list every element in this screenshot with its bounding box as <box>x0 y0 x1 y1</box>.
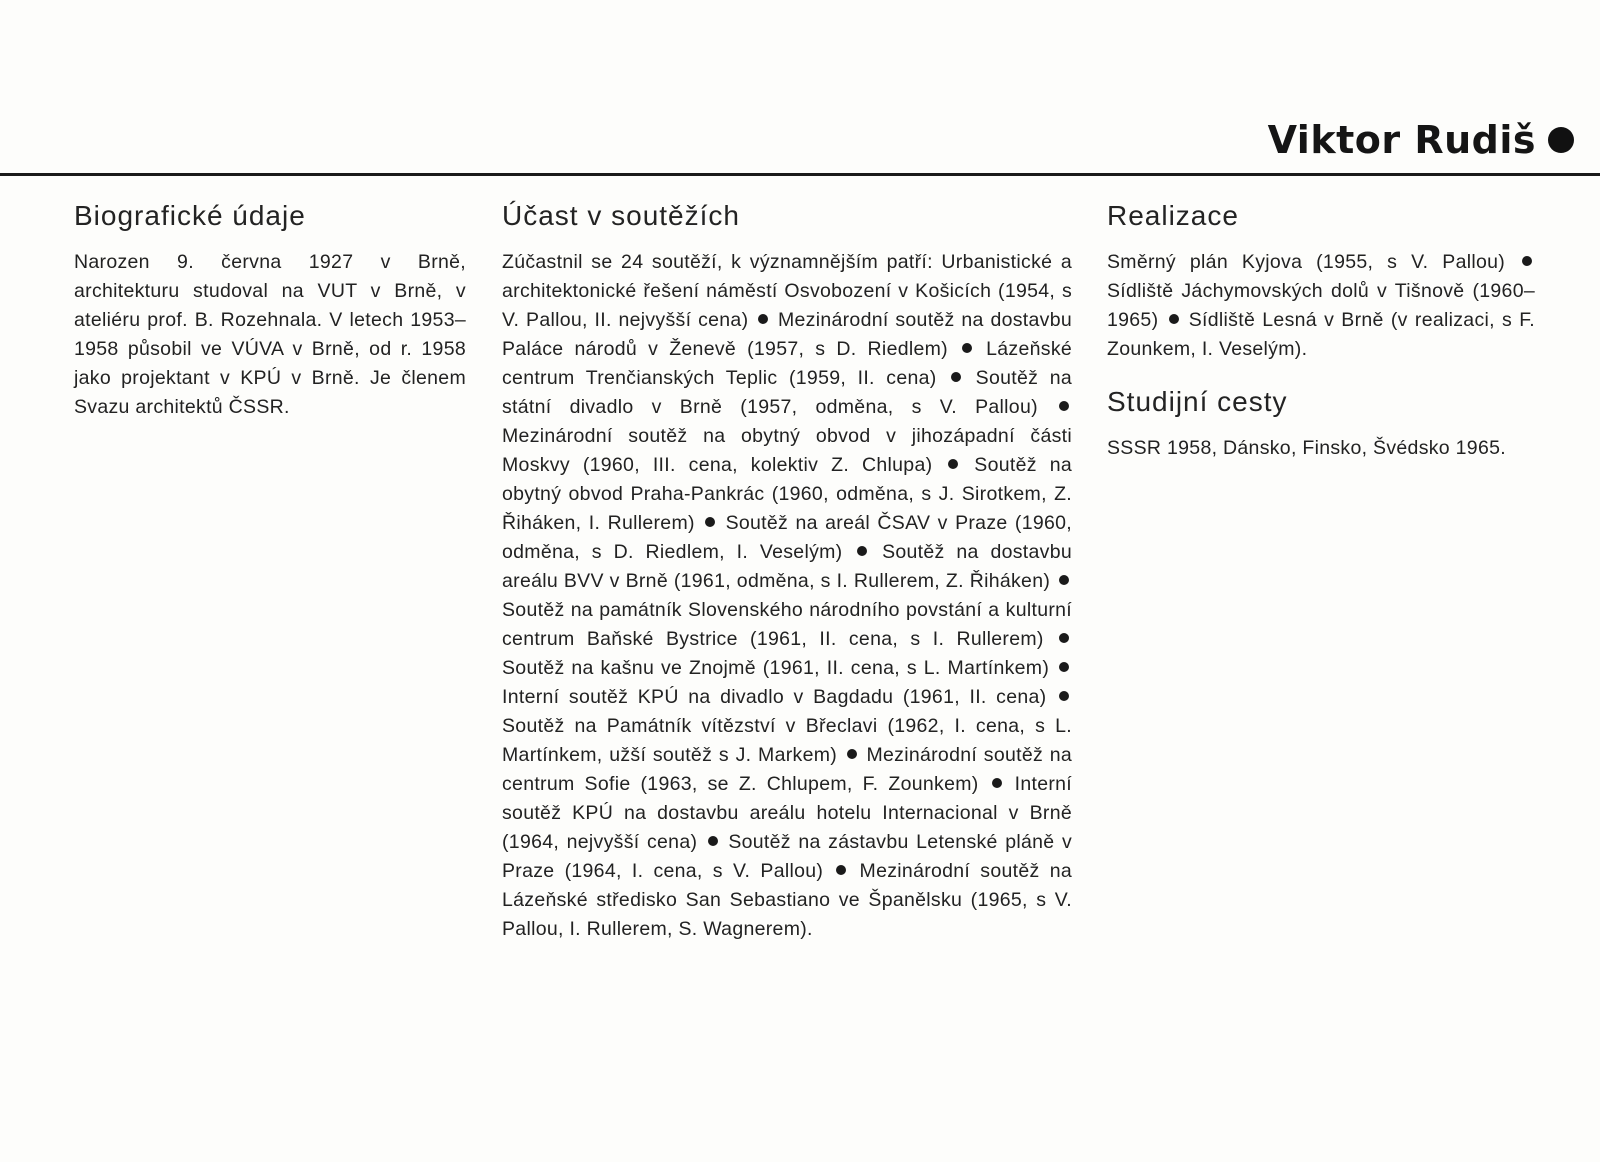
study-trips-heading: Studijní cesty <box>1107 386 1288 417</box>
bullet-icon <box>1059 691 1069 701</box>
bullet-icon <box>1522 256 1532 266</box>
competition-item: Mezinárodní soutěž na dostavbu Paláce národů v Ženevě (1957, s D. Riedlem) <box>502 309 1073 360</box>
bullet-icon <box>1059 662 1069 672</box>
bullet-icon <box>948 459 958 469</box>
study-trips-text: SSSR 1958, Dánsko, Finsko, Švédsko 1965. <box>1107 437 1506 459</box>
competition-item: Soutěž na státní divadlo v Brně (1957, odměna, s V. Pallou) <box>502 367 1073 418</box>
competition-item: Soutěž na dostavbu areálu BVV v Brně (1961, odměna, s I. Rullerem, Z. Řiháken) <box>502 541 1073 592</box>
bullet-icon <box>1059 401 1069 411</box>
competition-item: Soutěž na obytný obvod Praha-Pankrác (1960, odměna, s J. Sirotkem, Z. Řiháken, I. Rullerem) <box>502 454 1072 534</box>
competition-item: Soutěž na památník Slovenského národního povstání a kulturní centrum Baňské Bystrice (1961, II. cena, s I. Rullerem) <box>502 599 1072 650</box>
competition-item: Lázeňské centrum Trenčianských Teplic (1959, II. cena) <box>502 338 1073 389</box>
author-name-text: Viktor Rudiš <box>1267 118 1536 162</box>
biography-section <box>74 200 466 422</box>
bullet-icon <box>857 546 867 556</box>
bullet-icon <box>1169 314 1179 324</box>
realization-item: Sídliště Jáchymovských dolů v Tišnově (1960–1965) <box>1107 280 1535 331</box>
competitions-intro: Zúčastnil se 24 soutěží, k významnějším patří: <box>502 251 933 273</box>
competition-item: Interní soutěž KPÚ na divadlo v Bagdadu (1961, II. cena) <box>502 686 1047 708</box>
competition-item: Soutěž na Památník vítězství v Břeclavi (1962, I. cena, s L. Martínkem, užší soutěž s J. Markem) <box>502 715 1072 766</box>
bullet-icon <box>758 314 768 324</box>
bullet-icon <box>992 778 1002 788</box>
bullet-icon <box>1059 575 1069 585</box>
realization-item: Sídliště Lesná v Brně (v realizaci, s F. Zounkem, I. Veselým). <box>1107 309 1536 360</box>
header-rule <box>0 173 1600 176</box>
competition-item: Soutěž na kašnu ve Znojmě (1961, II. cena, s L. Martínkem) <box>502 657 1050 679</box>
competition-item: Mezinárodní soutěž na Lázeňské středisko San Sebastiano ve Španělsku (1965, s V. Pallou, I. Rullerem, S. Wagnerem). <box>502 860 1073 940</box>
bullet-icon <box>708 836 718 846</box>
competition-item: Mezinárodní soutěž na centrum Sofie (1963, se Z. Chlupem, F. Zounkem) <box>502 744 1073 795</box>
bullet-dot-icon <box>1548 127 1574 153</box>
bullet-icon <box>836 865 846 875</box>
realizations-heading: Realizace <box>1107 200 1239 231</box>
realizations-section <box>1107 200 1535 463</box>
competition-item: Urbanistické a architektonické řešení náměstí Osvobození v Košicích (1954, s V. Pallou, II. nejvyšší cena) <box>502 251 1072 331</box>
competition-item: Soutěž na zástavbu Letenské pláně v Praze (1964, I. cena, s V. Pallou) <box>502 831 1073 882</box>
bullet-icon <box>847 749 857 759</box>
realization-item: Směrný plán Kyjova (1955, s V. Pallou) <box>1107 251 1506 273</box>
competitions-heading: Účast v soutěžích <box>502 200 740 231</box>
competition-item: Interní soutěž KPÚ na dostavbu areálu hotelu Internacional v Brně (1964, nejvyšší cena) <box>502 773 1073 853</box>
bullet-icon <box>705 517 715 527</box>
competitions-text <box>502 248 1072 944</box>
bullet-icon <box>962 343 972 353</box>
competitions-section <box>502 200 1072 944</box>
competition-item: Mezinárodní soutěž na obytný obvod v jihozápadní části Moskvy (1960, III. cena, kolektiv Z. Chlupa) <box>502 425 1072 476</box>
biography-text: Narozen 9. června 1927 v Brně, architekturu studoval na VUT v Brně, v ateliéru prof. B. Rozehnala. V letech 1953–1958 působil ve VÚVA v Brně, od r. 1958 jako projektant v KPÚ v Brně. Je členem Svazu architektů ČSSR. <box>74 251 466 418</box>
competition-item: Soutěž na areál ČSAV v Praze (1960, odměna, s D. Riedlem, I. Veselým) <box>502 512 1073 563</box>
realizations-text <box>1107 248 1535 364</box>
author-name <box>1268 118 1574 162</box>
biography-heading: Biografické údaje <box>74 200 306 231</box>
bullet-icon <box>1059 633 1069 643</box>
bullet-icon <box>951 372 961 382</box>
